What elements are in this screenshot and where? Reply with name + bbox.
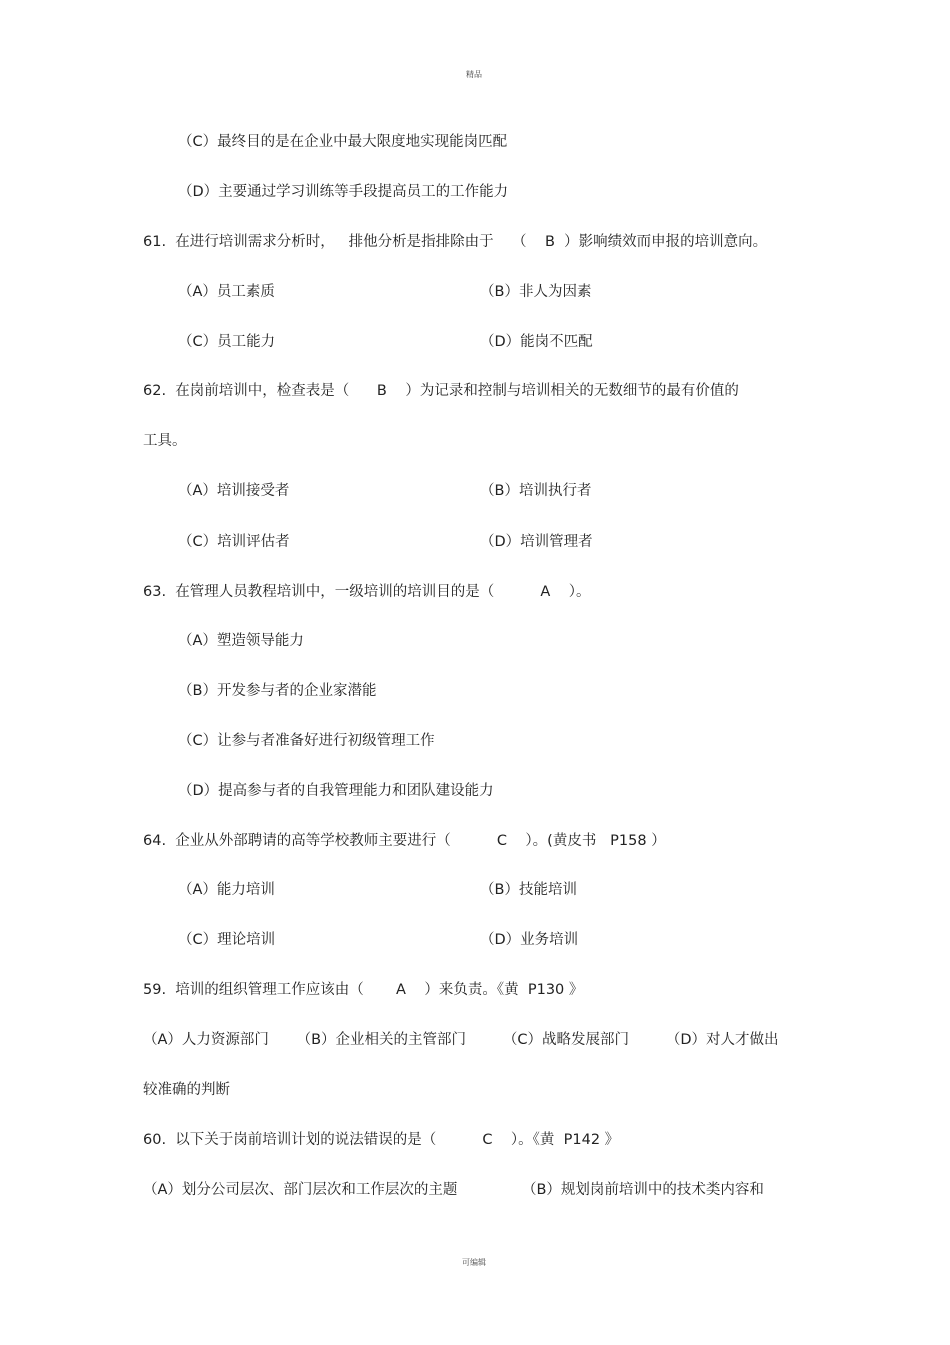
question-stem-continued: 工具。	[143, 433, 187, 449]
question-stem: 62. 在岗前培训中，检查表是（ B ）为记录和控制与培训相关的无数细节的最有价值的	[143, 383, 739, 399]
question-stem: 64. 企业从外部聘请的高等学校教师主要进行（ C ）。(黄皮书 P158 ）	[143, 833, 666, 849]
option-line: （D）培训管理者	[480, 534, 593, 550]
option-line: （D）提高参与者的自我管理能力和团队建设能力	[178, 783, 494, 799]
option-line: （A）划分公司层次、部门层次和工作层次的主题 （B）规划岗前培训中的技术类内容和	[143, 1182, 764, 1198]
option-line: （A）人力资源部门 （B）企业相关的主管部门 （C）战略发展部门 （D）对人才做出	[143, 1032, 779, 1048]
option-line: （C）让参与者准备好进行初级管理工作	[178, 733, 435, 749]
option-line: （A）培训接受者	[178, 483, 290, 499]
option-line: （C）培训评估者	[178, 534, 290, 550]
question-stem: 63. 在管理人员教程培训中，一级培训的培训目的是（ A ）。	[143, 584, 591, 600]
option-line: （C）理论培训	[178, 932, 276, 948]
option-line: （B）开发参与者的企业家潜能	[178, 683, 377, 699]
option-line: （A）员工素质	[178, 284, 275, 300]
option-line: （D）能岗不匹配	[480, 334, 593, 350]
option-line: （B）技能培训	[480, 882, 577, 898]
option-line: （C）最终目的是在企业中最大限度地实现能岗匹配	[178, 134, 508, 150]
option-line: （B）培训执行者	[480, 483, 592, 499]
question-stem: 59. 培训的组织管理工作应该由（ A ）来负责。《黄 P130 》	[143, 982, 584, 998]
option-line: （D）业务培训	[480, 932, 579, 948]
question-stem: 60. 以下关于岗前培训计划的说法错误的是（ C ）。《黄 P142 》	[143, 1132, 620, 1148]
option-line: （A）能力培训	[178, 882, 275, 898]
option-line: （B）非人为因素	[480, 284, 592, 300]
option-line: （D）主要通过学习训练等手段提高员工的工作能力	[178, 184, 509, 200]
option-line: （A）塑造领导能力	[178, 633, 304, 649]
question-stem: 61. 在进行培训需求分析时， 排他分析是指排除由于 （ B ）影响绩效而申报的培训意向。	[143, 234, 768, 250]
option-line-continued: 较准确的判断	[143, 1082, 230, 1098]
option-line: （C）员工能力	[178, 334, 276, 350]
page-footer: 可编辑	[462, 1258, 486, 1267]
page-header: 精品	[466, 70, 482, 79]
